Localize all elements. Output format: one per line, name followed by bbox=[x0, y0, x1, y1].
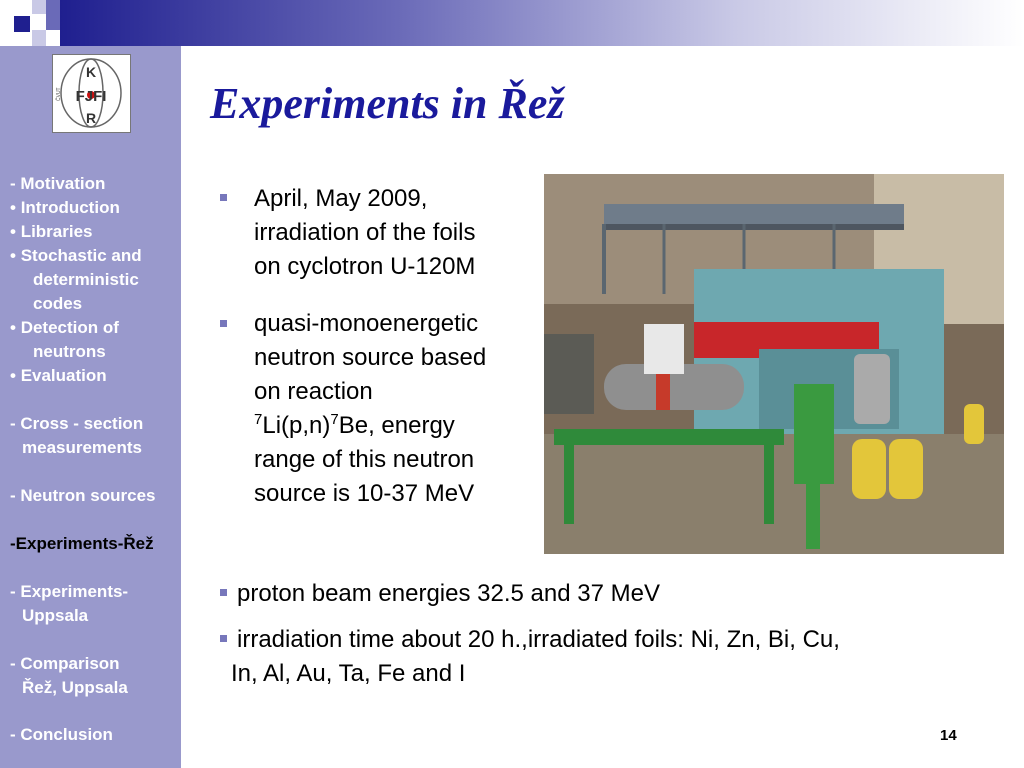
nav-item-comparison-line2[interactable]: Řež, Uppsala bbox=[22, 678, 128, 697]
nav-item-detection-line2[interactable]: neutrons bbox=[33, 342, 106, 361]
bullet-text-beam-energies: proton beam energies 32.5 and 37 MeV bbox=[237, 580, 660, 607]
nav-item-cross-section-line2[interactable]: measurements bbox=[22, 438, 143, 457]
nav-item-experiments-uppsala[interactable]: - Experiments- bbox=[10, 582, 129, 601]
bullet-marker bbox=[220, 320, 227, 327]
bullet-marker bbox=[220, 194, 227, 201]
nav-item-experiments-uppsala-line2[interactable]: Uppsala bbox=[22, 606, 89, 625]
corner-decoration bbox=[0, 0, 60, 46]
logo-side-text: ČVUT bbox=[56, 87, 62, 101]
logo-letters-fjfi: FJFI bbox=[75, 88, 107, 105]
logo-letter-r: R bbox=[85, 110, 97, 126]
bullet-text-irradiation-dates: April, May 2009, irradiation of the foils on cyclotron U-120M bbox=[254, 185, 476, 280]
nav-item-cross-section[interactable]: - Cross - section bbox=[10, 414, 144, 433]
nav-item-stochastic-line2[interactable]: deterministic bbox=[33, 270, 139, 289]
nav-item-stochastic-line3[interactable]: codes bbox=[33, 294, 83, 313]
nav-item-detection[interactable]: • Detection of bbox=[10, 318, 119, 337]
page-number: 14 bbox=[940, 727, 957, 744]
nav-item-neutron-sources[interactable]: - Neutron sources bbox=[10, 486, 156, 505]
bullet-marker bbox=[220, 589, 227, 596]
nav-item-stochastic[interactable]: • Stochastic and bbox=[10, 246, 142, 265]
nav-item-experiments-rez[interactable]: -Experiments-Řež bbox=[10, 534, 154, 553]
logo-letter-k: K bbox=[85, 64, 97, 80]
fjfi-logo bbox=[52, 54, 131, 133]
bullet-text-neutron-source: quasi-monoenergetic neutron source based on reaction $^7Li(p,n)^7Be$, energy range of this neutron source is 10-37 MeV bbox=[254, 310, 487, 507]
nav-item-libraries[interactable]: • Libraries bbox=[10, 222, 93, 241]
nav-item-conclusion[interactable]: - Conclusion bbox=[10, 725, 113, 744]
header-gradient-bar bbox=[60, 0, 1024, 46]
nav-item-introduction[interactable]: • Introduction bbox=[10, 198, 120, 217]
bullet-text-irradiation-time: irradiation time about 20 h.,irradiated foils: Ni, Zn, Bi, Cu, In, Al, Au, Ta, Fe and I bbox=[231, 626, 840, 687]
nav-item-evaluation[interactable]: • Evaluation bbox=[10, 366, 107, 385]
bullet-marker bbox=[220, 635, 227, 642]
cyclotron-photo bbox=[544, 174, 1004, 554]
nav-item-comparison[interactable]: - Comparison bbox=[10, 654, 120, 673]
nav-item-motivation[interactable]: - Motivation bbox=[10, 174, 106, 193]
slide-title: Experiments in Řež bbox=[210, 79, 565, 128]
